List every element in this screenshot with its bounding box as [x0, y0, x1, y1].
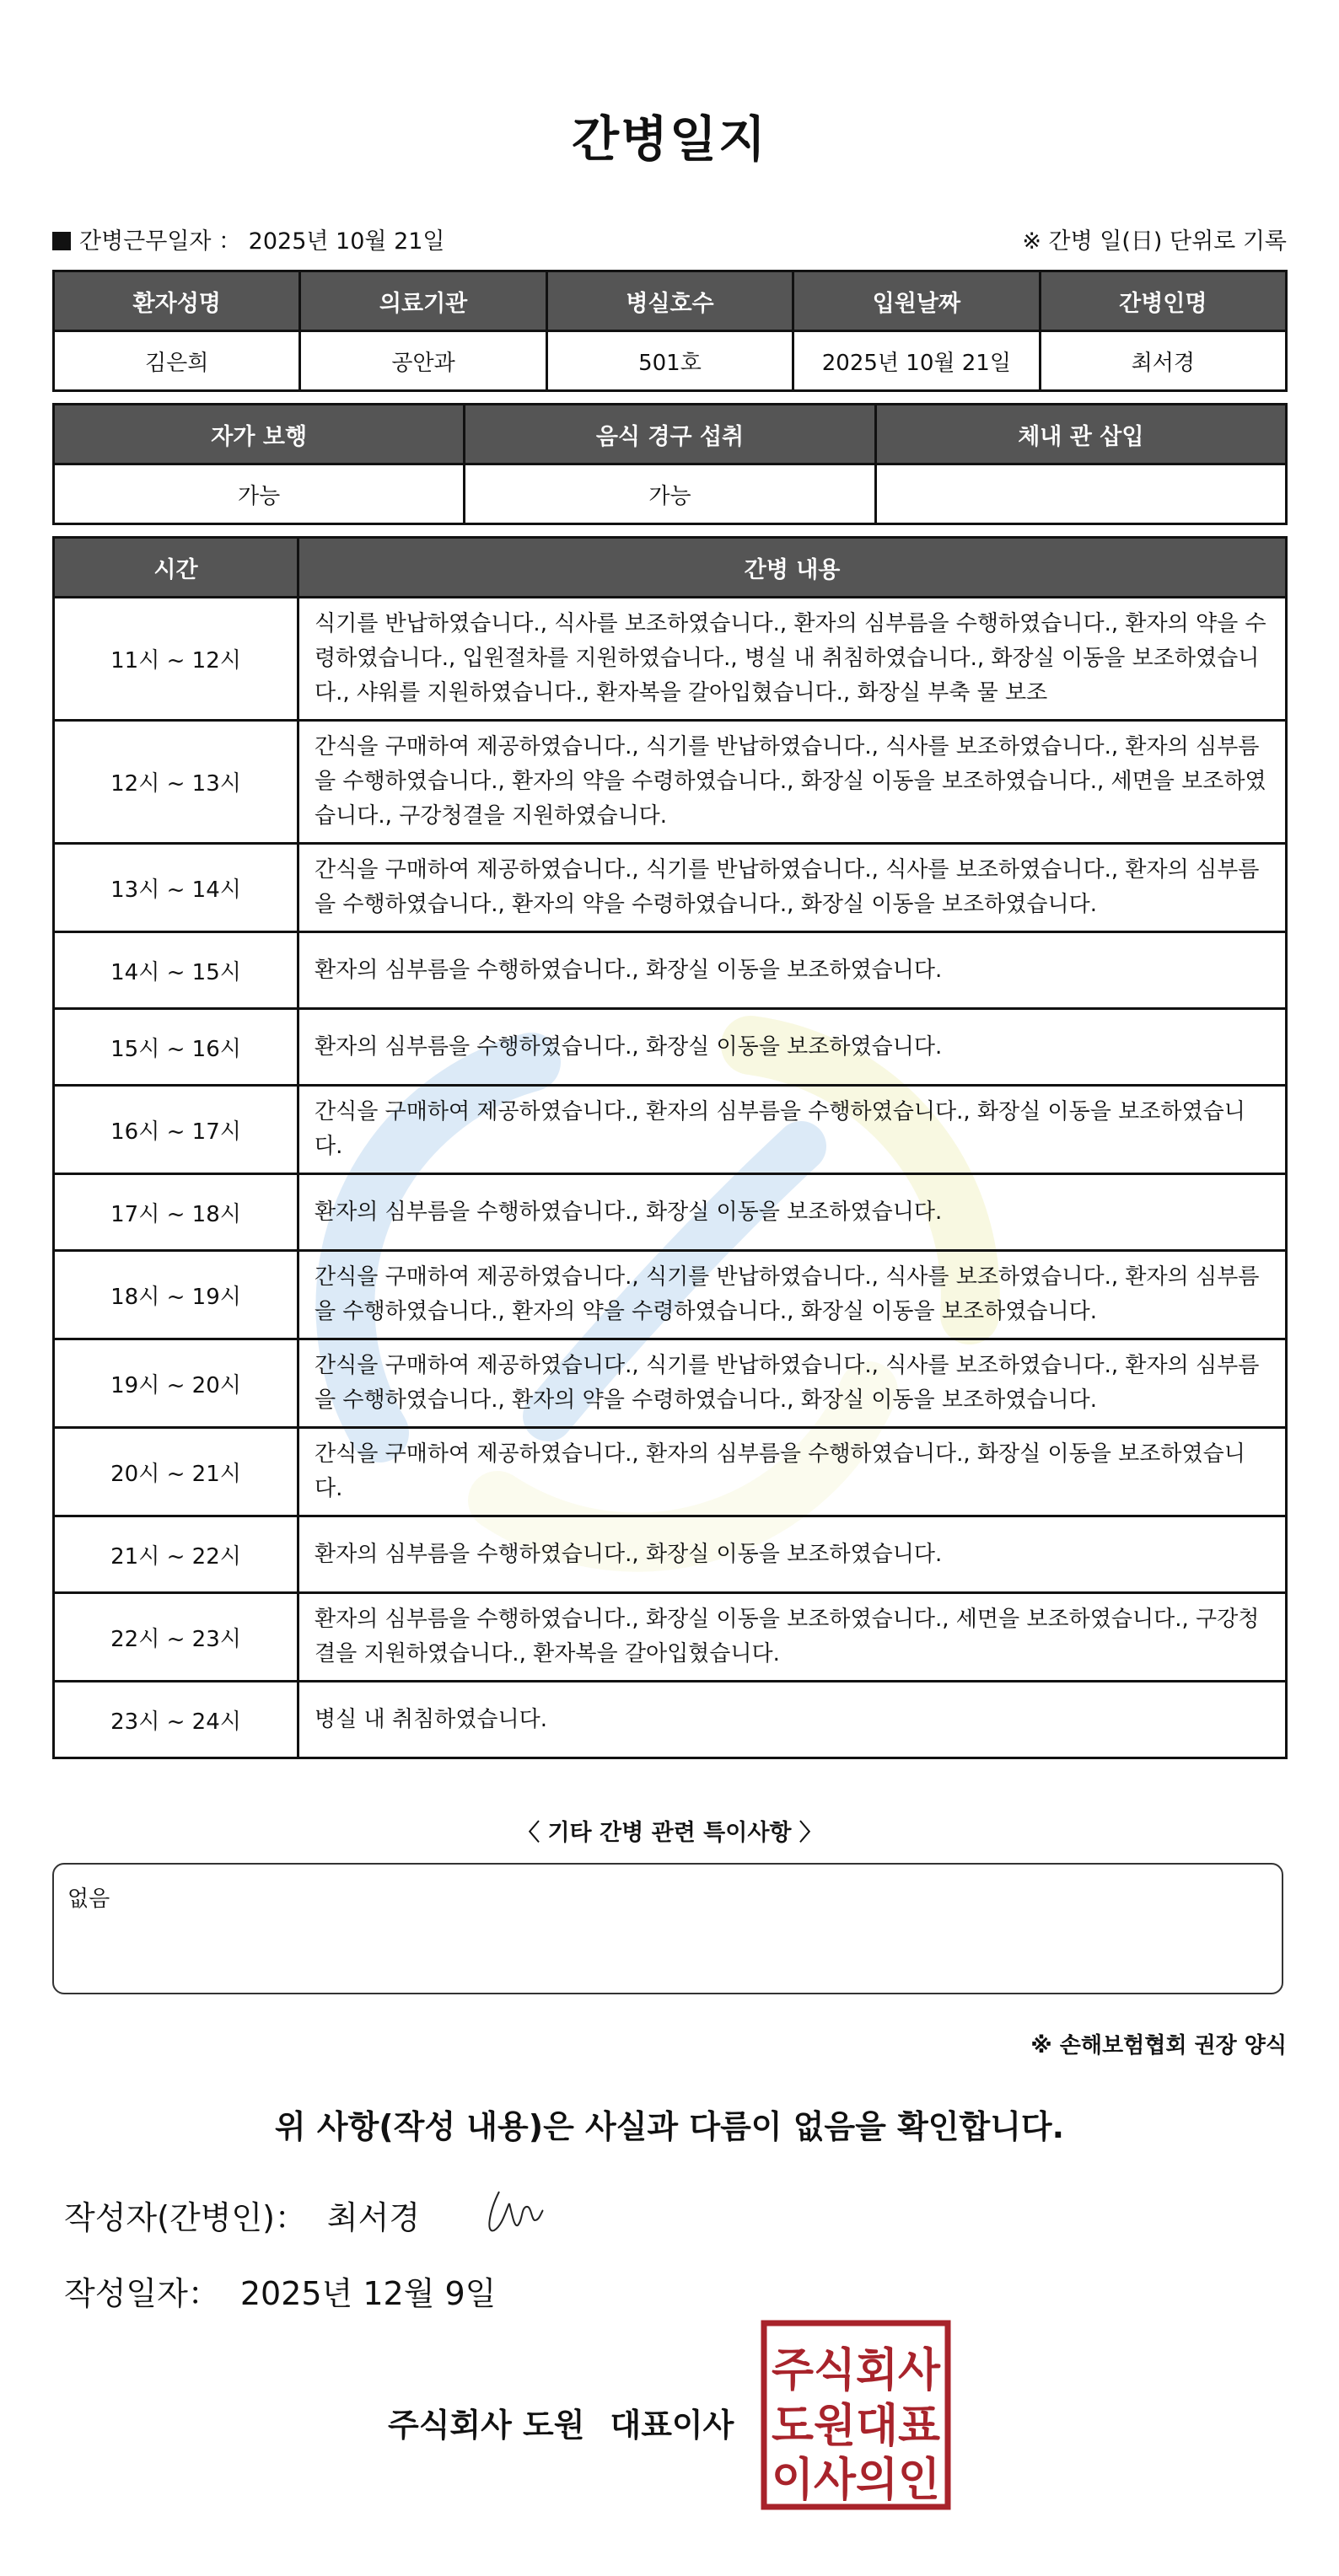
- row-time: 15시 ~ 16시: [54, 1009, 298, 1086]
- written-date-line: [64, 2267, 496, 2314]
- row-content: 병실 내 취침하였습니다.: [298, 1682, 1287, 1758]
- patient-ability-table: [52, 403, 1288, 525]
- notes-box: [52, 1863, 1283, 1994]
- row-time: 22시 ~ 23시: [54, 1593, 298, 1682]
- caregiver-name: 최서경: [1040, 331, 1286, 391]
- table-row: [54, 1009, 1287, 1086]
- table-row: [54, 844, 1287, 932]
- table-header-row: [54, 405, 1287, 464]
- row-content: 간식을 구매하여 제공하였습니다., 식기를 반납하였습니다., 식사를 보조하였습니다., 환자의 심부름을 수행하였습니다., 환자의 약을 수령하였습니다., 화장실 이동을 보조하였습니다., 세면을 보조하였습니다., 구강청결을 지원하였습니다.: [298, 721, 1287, 844]
- table-row: [54, 331, 1287, 391]
- header-patient-name: 환자성명: [54, 271, 300, 331]
- row-time: 11시 ~ 12시: [54, 598, 298, 721]
- patient-info-table: [52, 270, 1288, 392]
- row-content: 환자의 심부름을 수행하였습니다., 화장실 이동을 보조하였습니다.: [298, 932, 1287, 1009]
- document-title: 간병일지: [571, 110, 768, 168]
- writer-line: [64, 2192, 420, 2238]
- row-time: 18시 ~ 19시: [54, 1251, 298, 1339]
- table-row: [54, 1174, 1287, 1251]
- work-date-label: 간병근무일자 ：: [79, 228, 242, 255]
- room-number: 501호: [546, 331, 793, 391]
- row-time: 20시 ~ 21시: [54, 1428, 298, 1516]
- form-note: ※ 손해보험협회 권장 양식: [1030, 2033, 1287, 2058]
- company-title: 대표이사: [610, 2407, 734, 2444]
- row-content: 간식을 구매하여 제공하였습니다., 식기를 반납하였습니다., 식사를 보조하였습니다., 환자의 심부름을 수행하였습니다., 환자의 약을 수령하였습니다., 화장실 이동을 보조하였습니다.: [298, 844, 1287, 932]
- row-time: 16시 ~ 17시: [54, 1086, 298, 1174]
- hospital: 공안과: [300, 331, 546, 391]
- table-row: [54, 1086, 1287, 1174]
- notes-content: 없음: [67, 1886, 110, 1912]
- row-content: 간식을 구매하여 제공하였습니다., 환자의 심부름을 수행하였습니다., 화장실 이동을 보조하였습니다.: [298, 1086, 1287, 1174]
- header-room: 병실호수: [546, 271, 793, 331]
- table-row: [54, 598, 1287, 721]
- table-row: [54, 1516, 1287, 1593]
- table-row: [54, 721, 1287, 844]
- table-row: [54, 1339, 1287, 1428]
- header-time: 시간: [54, 538, 298, 598]
- header-tube-insertion: 체내 관 삽입: [875, 405, 1286, 464]
- written-date-label: 작성일자：: [64, 2275, 220, 2312]
- svg-text:주식회사: 주식회사: [772, 2343, 941, 2396]
- table-row: [54, 464, 1287, 524]
- admission-date: 2025년 10월 21일: [793, 331, 1040, 391]
- notes-title: 〈 기타 간병 관련 특이사항 〉: [517, 1820, 822, 1846]
- unit-note: ※ 간병 일(日) 단위로 기록: [1022, 228, 1287, 255]
- care-log-table: [52, 536, 1288, 1759]
- work-date-value: 2025년 10월 21일: [248, 228, 445, 255]
- row-time: 23시 ~ 24시: [54, 1682, 298, 1758]
- row-time: 19시 ~ 20시: [54, 1339, 298, 1428]
- table-row: [54, 932, 1287, 1009]
- patient-name: 김은희: [54, 331, 300, 391]
- row-content: 간식을 구매하여 제공하였습니다., 식기를 반납하였습니다., 식사를 보조하였습니다., 환자의 심부름을 수행하였습니다., 환자의 약을 수령하였습니다., 화장실 이동을 보조하였습니다.: [298, 1339, 1287, 1428]
- oral-intake-value: 가능: [465, 464, 875, 524]
- table-row: [54, 1593, 1287, 1682]
- work-date: [52, 223, 445, 255]
- row-content: 환자의 심부름을 수행하였습니다., 화장실 이동을 보조하였습니다.: [298, 1174, 1287, 1251]
- self-walking-value: 가능: [54, 464, 465, 524]
- square-bullet-icon: [52, 232, 71, 250]
- row-time: 17시 ~ 18시: [54, 1174, 298, 1251]
- svg-text:이사의인: 이사의인: [772, 2453, 940, 2506]
- header-care-content: 간병 내용: [298, 538, 1287, 598]
- table-row: [54, 1428, 1287, 1516]
- row-time: 12시 ~ 13시: [54, 721, 298, 844]
- signature-icon: [484, 2187, 551, 2241]
- header-admission-date: 입원날짜: [793, 271, 1040, 331]
- row-content: 환자의 심부름을 수행하였습니다., 화장실 이동을 보조하였습니다.: [298, 1516, 1287, 1593]
- row-content: 식기를 반납하였습니다., 식사를 보조하였습니다., 환자의 심부름을 수행하였습니다., 환자의 약을 수령하였습니다., 입원절차를 지원하였습니다., 병실 내 취침하였습니다., 화장실 이동을 보조하였습니다., 샤워를 지원하였습니다., 환자복을 갈아입혔습니다., 화장실 부축 물 보조: [298, 598, 1287, 721]
- row-content: 간식을 구매하여 제공하였습니다., 식기를 반납하였습니다., 식사를 보조하였습니다., 환자의 심부름을 수행하였습니다., 환자의 약을 수령하였습니다., 화장실 이동을 보조하였습니다.: [298, 1251, 1287, 1339]
- row-time: 21시 ~ 22시: [54, 1516, 298, 1593]
- row-content: 간식을 구매하여 제공하였습니다., 환자의 심부름을 수행하였습니다., 화장실 이동을 보조하였습니다.: [298, 1428, 1287, 1516]
- tube-insertion-value: [875, 464, 1286, 524]
- row-time: 14시 ~ 15시: [54, 932, 298, 1009]
- written-date-value: 2025년 12월 9일: [239, 2275, 497, 2312]
- row-content: 환자의 심부름을 수행하였습니다., 화장실 이동을 보조하였습니다.: [298, 1009, 1287, 1086]
- company-seal-icon: [761, 2320, 951, 2510]
- confirmation-statement: 위 사항(작성 내용)은 사실과 다름이 없음을 확인합니다.: [274, 2108, 1065, 2145]
- header-caregiver: 간병인명: [1040, 271, 1286, 331]
- header-oral-intake: 음식 경구 섭취: [465, 405, 875, 464]
- header-self-walking: 자가 보행: [54, 405, 465, 464]
- table-row: [54, 1682, 1287, 1758]
- company-signoff: [388, 2399, 734, 2445]
- writer-name: 최서경: [326, 2199, 421, 2236]
- row-time: 13시 ~ 14시: [54, 844, 298, 932]
- row-content: 환자의 심부름을 수행하였습니다., 화장실 이동을 보조하였습니다., 세면을 보조하였습니다., 구강청결을 지원하였습니다., 환자복을 갈아입혔습니다.: [298, 1593, 1287, 1682]
- table-header-row: [54, 538, 1287, 598]
- table-row: [54, 1251, 1287, 1339]
- header-hospital: 의료기관: [300, 271, 546, 331]
- writer-label: 작성자(간병인)：: [64, 2199, 307, 2236]
- company-name: 주식회사 도원: [388, 2407, 585, 2444]
- table-header-row: [54, 271, 1287, 331]
- svg-text:도원대표: 도원대표: [772, 2399, 940, 2452]
